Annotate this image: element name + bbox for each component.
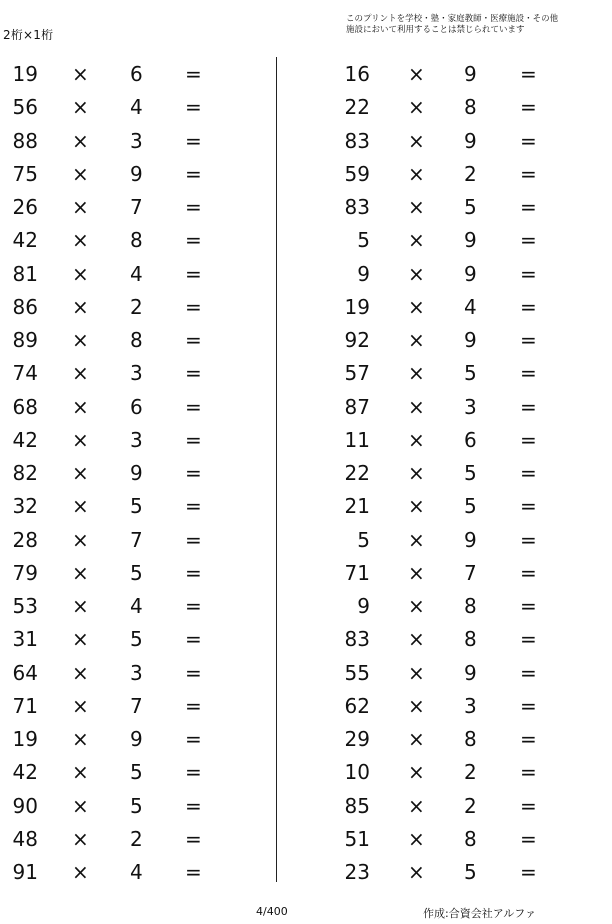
- multiplier: 6: [130, 62, 143, 86]
- equals-sign: =: [520, 594, 537, 618]
- multiplicand: 42: [12, 427, 38, 452]
- problem-row: [0, 589, 250, 622]
- times-sign: ×: [72, 461, 89, 485]
- problem-row: [340, 57, 590, 90]
- equals-sign: =: [520, 195, 537, 219]
- times-sign: ×: [72, 361, 89, 386]
- equals-sign: =: [520, 461, 537, 485]
- multiplier: 8: [464, 627, 477, 652]
- times-sign: ×: [72, 261, 89, 286]
- problem-row: [0, 656, 250, 689]
- times-sign: ×: [408, 294, 425, 319]
- times-sign: ×: [408, 826, 425, 851]
- multiplicand: 85: [344, 793, 370, 818]
- multiplicand: 82: [12, 461, 38, 485]
- problem-row: [340, 622, 590, 655]
- problem-row: [0, 456, 250, 489]
- times-sign: ×: [408, 361, 425, 386]
- equals-sign: =: [185, 394, 202, 419]
- multiplicand: 26: [12, 195, 38, 219]
- problem-row: [340, 223, 590, 256]
- multiplicand: 59: [344, 161, 370, 186]
- multiplicand: 62: [344, 693, 370, 718]
- problem-row: [340, 257, 590, 290]
- times-sign: ×: [408, 560, 425, 585]
- times-sign: ×: [72, 793, 89, 818]
- multiplicand: 64: [12, 660, 38, 685]
- problem-row: [340, 90, 590, 123]
- equals-sign: =: [520, 394, 537, 419]
- multiplicand: 83: [344, 195, 370, 219]
- equals-sign: =: [185, 427, 202, 452]
- multiplicand: 83: [344, 627, 370, 652]
- multiplier: 4: [130, 860, 143, 884]
- multiplier: 8: [464, 727, 477, 751]
- equals-sign: =: [520, 328, 537, 352]
- equals-sign: =: [185, 261, 202, 286]
- problem-row: [0, 755, 250, 788]
- problem-row: [0, 257, 250, 290]
- right-problem-column: [340, 57, 590, 888]
- multiplicand: 83: [344, 128, 370, 153]
- multiplicand: 91: [12, 860, 38, 884]
- multiplicand: 79: [12, 560, 38, 585]
- times-sign: ×: [408, 793, 425, 818]
- times-sign: ×: [72, 128, 89, 153]
- times-sign: ×: [72, 627, 89, 652]
- multiplicand: 71: [12, 693, 38, 718]
- multiplier: 9: [464, 328, 477, 352]
- equals-sign: =: [520, 627, 537, 652]
- multiplier: 8: [464, 826, 477, 851]
- equals-sign: =: [185, 161, 202, 186]
- equals-sign: =: [520, 760, 537, 785]
- equals-sign: =: [185, 128, 202, 153]
- times-sign: ×: [72, 727, 89, 751]
- equals-sign: =: [520, 294, 537, 319]
- equals-sign: =: [185, 560, 202, 585]
- problem-row: [340, 190, 590, 223]
- multiplier: 5: [130, 793, 143, 818]
- equals-sign: =: [520, 161, 537, 186]
- problem-row: [0, 190, 250, 223]
- multiplier: 9: [464, 527, 477, 552]
- multiplicand: 23: [344, 860, 370, 884]
- multiplier: 8: [464, 95, 477, 120]
- multiplicand: 90: [12, 793, 38, 818]
- multiplier: 2: [464, 161, 477, 186]
- times-sign: ×: [408, 394, 425, 419]
- multiplier: 9: [464, 128, 477, 153]
- times-sign: ×: [72, 527, 89, 552]
- problem-row: [340, 556, 590, 589]
- problem-row: [340, 489, 590, 522]
- multiplier: 2: [464, 760, 477, 785]
- problem-row: [0, 523, 250, 556]
- multiplicand: 16: [344, 62, 370, 86]
- multiplier: 5: [130, 494, 143, 519]
- multiplier: 3: [130, 361, 143, 386]
- times-sign: ×: [408, 527, 425, 552]
- equals-sign: =: [185, 228, 202, 253]
- times-sign: ×: [408, 627, 425, 652]
- multiplicand: 9: [357, 261, 370, 286]
- multiplicand: 55: [344, 660, 370, 685]
- times-sign: ×: [72, 560, 89, 585]
- multiplicand: 56: [12, 95, 38, 120]
- equals-sign: =: [520, 261, 537, 286]
- equals-sign: =: [520, 128, 537, 153]
- equals-sign: =: [185, 860, 202, 884]
- problem-row: [0, 556, 250, 589]
- multiplier: 2: [130, 826, 143, 851]
- multiplier: 4: [464, 294, 477, 319]
- multiplier: 2: [464, 793, 477, 818]
- multiplier: 7: [130, 527, 143, 552]
- multiplier: 9: [130, 727, 143, 751]
- times-sign: ×: [72, 494, 89, 519]
- times-sign: ×: [72, 294, 89, 319]
- equals-sign: =: [185, 494, 202, 519]
- equals-sign: =: [185, 693, 202, 718]
- problem-row: [0, 223, 250, 256]
- multiplier: 5: [464, 860, 477, 884]
- problem-row: [0, 689, 250, 722]
- equals-sign: =: [520, 228, 537, 253]
- problem-row: [0, 489, 250, 522]
- equals-sign: =: [185, 361, 202, 386]
- problem-row: [340, 456, 590, 489]
- multiplier: 5: [464, 494, 477, 519]
- equals-sign: =: [185, 195, 202, 219]
- multiplier: 5: [130, 627, 143, 652]
- problem-row: [340, 157, 590, 190]
- times-sign: ×: [408, 95, 425, 120]
- problem-row: [340, 290, 590, 323]
- multiplicand: 31: [12, 627, 38, 652]
- multiplier: 7: [464, 560, 477, 585]
- equals-sign: =: [520, 826, 537, 851]
- equals-sign: =: [520, 427, 537, 452]
- multiplicand: 22: [344, 461, 370, 485]
- equals-sign: =: [520, 95, 537, 120]
- problem-row: [340, 755, 590, 788]
- left-problem-column: [0, 57, 250, 888]
- multiplicand: 88: [12, 128, 38, 153]
- multiplicand: 29: [344, 727, 370, 751]
- multiplier: 7: [130, 195, 143, 219]
- problem-row: [340, 589, 590, 622]
- times-sign: ×: [408, 760, 425, 785]
- multiplier: 8: [130, 328, 143, 352]
- times-sign: ×: [408, 693, 425, 718]
- problem-row: [0, 90, 250, 123]
- problem-row: [340, 523, 590, 556]
- multiplicand: 11: [344, 427, 370, 452]
- times-sign: ×: [408, 427, 425, 452]
- times-sign: ×: [72, 195, 89, 219]
- times-sign: ×: [72, 62, 89, 86]
- times-sign: ×: [408, 161, 425, 186]
- problem-row: [0, 622, 250, 655]
- equals-sign: =: [185, 627, 202, 652]
- usage-notice: このプリントを学校・塾・家庭教師・医療施設・その他 施設において利用することは禁じられています: [346, 14, 559, 35]
- times-sign: ×: [408, 195, 425, 219]
- times-sign: ×: [408, 594, 425, 618]
- multiplicand: 89: [12, 328, 38, 352]
- equals-sign: =: [185, 594, 202, 618]
- multiplier: 4: [130, 594, 143, 618]
- multiplicand: 10: [344, 760, 370, 785]
- problem-row: [340, 323, 590, 356]
- times-sign: ×: [408, 461, 425, 485]
- times-sign: ×: [72, 860, 89, 884]
- multiplier: 5: [464, 461, 477, 485]
- multiplier: 3: [130, 660, 143, 685]
- multiplicand: 42: [12, 228, 38, 253]
- equals-sign: =: [520, 560, 537, 585]
- problem-row: [0, 390, 250, 423]
- times-sign: ×: [408, 328, 425, 352]
- times-sign: ×: [72, 826, 89, 851]
- problem-row: [0, 323, 250, 356]
- multiplicand: 5: [357, 228, 370, 253]
- times-sign: ×: [72, 161, 89, 186]
- multiplicand: 22: [344, 95, 370, 120]
- problem-row: [340, 423, 590, 456]
- multiplier: 5: [464, 195, 477, 219]
- equals-sign: =: [185, 793, 202, 818]
- multiplier: 9: [464, 660, 477, 685]
- times-sign: ×: [408, 261, 425, 286]
- problem-row: [0, 124, 250, 157]
- problem-row: [340, 689, 590, 722]
- multiplicand: 68: [12, 394, 38, 419]
- multiplier: 9: [464, 228, 477, 253]
- multiplicand: 42: [12, 760, 38, 785]
- multiplier: 5: [130, 560, 143, 585]
- problem-row: [340, 822, 590, 855]
- multiplier: 2: [130, 294, 143, 319]
- equals-sign: =: [185, 95, 202, 120]
- multiplicand: 9: [357, 594, 370, 618]
- problem-row: [340, 656, 590, 689]
- multiplier: 5: [464, 361, 477, 386]
- multiplier: 7: [130, 693, 143, 718]
- multiplicand: 48: [12, 826, 38, 851]
- multiplier: 9: [130, 161, 143, 186]
- page-number: 4/400: [256, 905, 288, 918]
- times-sign: ×: [408, 128, 425, 153]
- times-sign: ×: [408, 660, 425, 685]
- times-sign: ×: [72, 760, 89, 785]
- multiplier: 5: [130, 760, 143, 785]
- equals-sign: =: [520, 494, 537, 519]
- equals-sign: =: [185, 660, 202, 685]
- times-sign: ×: [408, 727, 425, 751]
- multiplicand: 57: [344, 361, 370, 386]
- equals-sign: =: [185, 527, 202, 552]
- equals-sign: =: [185, 294, 202, 319]
- equals-sign: =: [520, 727, 537, 751]
- equals-sign: =: [185, 461, 202, 485]
- times-sign: ×: [72, 394, 89, 419]
- times-sign: ×: [408, 494, 425, 519]
- equals-sign: =: [520, 361, 537, 386]
- times-sign: ×: [408, 62, 425, 86]
- multiplier: 6: [464, 427, 477, 452]
- problem-row: [0, 57, 250, 90]
- equals-sign: =: [520, 860, 537, 884]
- times-sign: ×: [408, 228, 425, 253]
- times-sign: ×: [408, 860, 425, 884]
- multiplicand: 19: [12, 62, 38, 86]
- multiplier: 9: [464, 261, 477, 286]
- problem-row: [0, 855, 250, 888]
- multiplicand: 19: [12, 727, 38, 751]
- equals-sign: =: [185, 62, 202, 86]
- multiplicand: 32: [12, 494, 38, 519]
- multiplier: 4: [130, 95, 143, 120]
- problem-row: [340, 356, 590, 389]
- problem-row: [340, 124, 590, 157]
- equals-sign: =: [520, 660, 537, 685]
- author-credit: 作成:合資会社アルファ: [423, 907, 537, 920]
- problem-row: [340, 789, 590, 822]
- times-sign: ×: [72, 427, 89, 452]
- multiplicand: 51: [344, 826, 370, 851]
- times-sign: ×: [72, 95, 89, 120]
- equals-sign: =: [520, 693, 537, 718]
- multiplicand: 92: [344, 328, 370, 352]
- multiplier: 9: [130, 461, 143, 485]
- problem-row: [0, 789, 250, 822]
- multiplicand: 86: [12, 294, 38, 319]
- multiplicand: 28: [12, 527, 38, 552]
- multiplicand: 87: [344, 394, 370, 419]
- equals-sign: =: [185, 328, 202, 352]
- multiplier: 8: [130, 228, 143, 253]
- multiplicand: 81: [12, 261, 38, 286]
- equals-sign: =: [185, 760, 202, 785]
- problem-row: [0, 290, 250, 323]
- times-sign: ×: [72, 660, 89, 685]
- multiplier: 3: [130, 427, 143, 452]
- problem-row: [340, 855, 590, 888]
- multiplicand: 19: [344, 294, 370, 319]
- multiplier: 3: [464, 394, 477, 419]
- multiplier: 3: [464, 693, 477, 718]
- multiplier: 6: [130, 394, 143, 419]
- worksheet-title: 2桁×1桁: [3, 28, 54, 42]
- multiplier: 3: [130, 128, 143, 153]
- times-sign: ×: [72, 228, 89, 253]
- times-sign: ×: [72, 693, 89, 718]
- multiplier: 4: [130, 261, 143, 286]
- problem-row: [0, 822, 250, 855]
- multiplicand: 75: [12, 161, 38, 186]
- problem-row: [0, 157, 250, 190]
- equals-sign: =: [185, 727, 202, 751]
- problem-row: [0, 423, 250, 456]
- equals-sign: =: [185, 826, 202, 851]
- times-sign: ×: [72, 594, 89, 618]
- equals-sign: =: [520, 62, 537, 86]
- equals-sign: =: [520, 527, 537, 552]
- multiplicand: 5: [357, 527, 370, 552]
- problem-row: [340, 390, 590, 423]
- multiplicand: 21: [344, 494, 370, 519]
- equals-sign: =: [520, 793, 537, 818]
- multiplicand: 53: [12, 594, 38, 618]
- times-sign: ×: [72, 328, 89, 352]
- problem-row: [0, 356, 250, 389]
- problem-row: [340, 722, 590, 755]
- multiplier: 9: [464, 62, 477, 86]
- column-divider: [276, 57, 277, 882]
- multiplicand: 74: [12, 361, 38, 386]
- multiplicand: 71: [344, 560, 370, 585]
- problem-row: [0, 722, 250, 755]
- multiplier: 8: [464, 594, 477, 618]
